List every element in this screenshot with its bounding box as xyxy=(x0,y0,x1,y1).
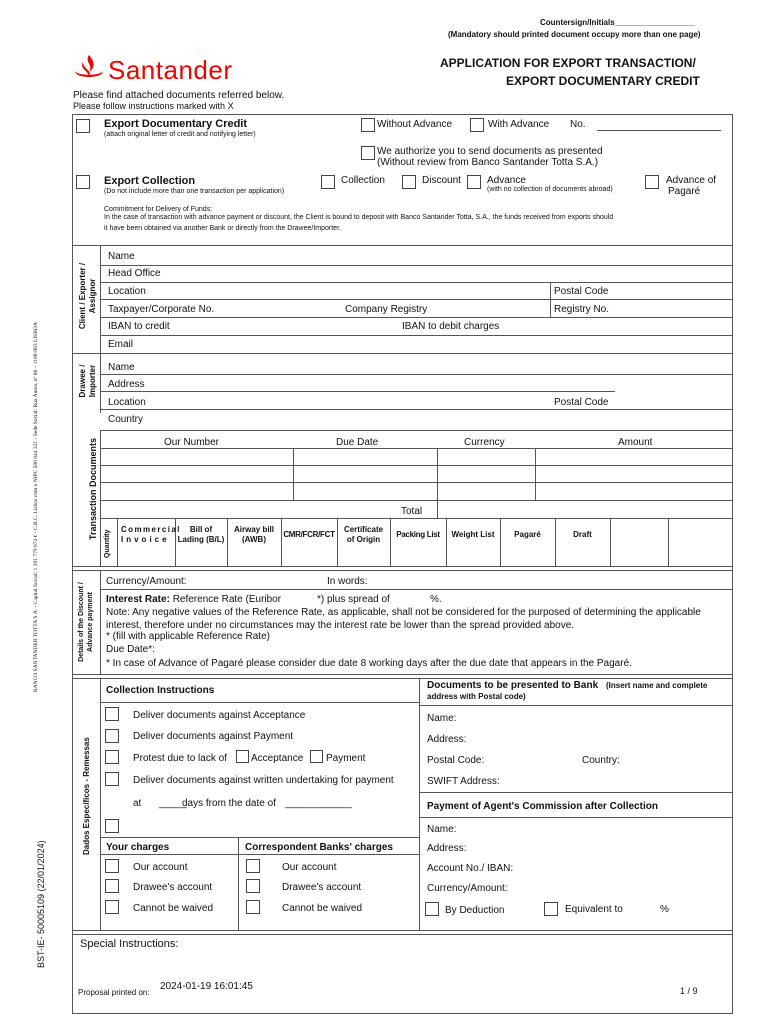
commitment-line1: In the case of transaction with advance payment or discount, the Client is bound to deposit with Banco Santander Totta, S.A., the funds received from exports should xyxy=(104,214,614,221)
doc-commercial-line2: Invoice xyxy=(121,535,170,544)
without-advance-label: Without Advance xyxy=(377,119,453,130)
docs-presented-sub2: address with Postal code) xyxy=(427,692,526,701)
equivalent-checkbox[interactable] xyxy=(544,902,558,916)
credit-no-field[interactable] xyxy=(597,130,721,131)
doc-bill-line1: Bill of xyxy=(189,525,213,534)
special-instructions-label: Special Instructions: xyxy=(80,938,179,950)
advance-pagare-checkbox[interactable] xyxy=(645,175,659,189)
client-taxpayer-label: Taxpayer/Corporate No. xyxy=(108,304,215,315)
col-due-date: Due Date xyxy=(336,437,379,448)
drawee-location-label: Location xyxy=(108,397,146,408)
discount-note-line1: Note: Any negative values of the Reference Rate, as applicable, shall not be considered for the purposed of determining the applicable xyxy=(106,607,701,618)
authorize-line2: (Without review from Banco Santander Totta S.A.) xyxy=(377,157,599,168)
corr-our-account-label: Our account xyxy=(282,862,337,873)
discount-checkbox[interactable] xyxy=(402,175,416,189)
mandatory-note: (Mandatory should printed document occupy more than one page) xyxy=(448,30,701,39)
corr-drawee-account-checkbox[interactable] xyxy=(246,879,260,893)
col-our-number: Our Number xyxy=(164,437,220,448)
export-collection-checkbox[interactable] xyxy=(76,175,90,189)
date-blank[interactable]: ____________ xyxy=(285,798,352,809)
quantity-label: Quantity xyxy=(104,529,111,558)
bank-postal-code-label: Postal Code: xyxy=(427,755,485,766)
discount-currency-field[interactable] xyxy=(100,589,733,590)
days-from-label: days from the date of xyxy=(182,798,276,809)
equivalent-label: Equivalent to xyxy=(565,904,623,915)
discount-section-label: Details of the Discount / Advance payment xyxy=(78,582,94,662)
client-registry-no-label: Registry No. xyxy=(554,304,610,315)
transaction-row[interactable] xyxy=(100,482,733,483)
at-label: at xyxy=(133,798,142,809)
title-line2: EXPORT DOCUMENTARY CREDIT xyxy=(506,74,700,88)
protest-acceptance-checkbox[interactable] xyxy=(236,750,249,763)
drawee-address-field[interactable] xyxy=(100,391,615,392)
title-line1: APPLICATION FOR EXPORT TRANSACTION/ xyxy=(440,56,696,70)
protest-checkbox[interactable] xyxy=(105,750,119,764)
drawee-name-field[interactable] xyxy=(100,374,733,375)
other-instruction-checkbox[interactable] xyxy=(105,819,119,833)
intro-line1: Please find attached documents referred below. xyxy=(73,90,285,101)
export-collection-sub: (Do not include more than one transaction per application) xyxy=(104,188,285,195)
correspondent-charges-title: Correspondent Banks' charges xyxy=(245,842,393,853)
collection-label: Collection xyxy=(341,175,385,186)
export-credit-sub: (attach original letter of credit and notifying letter) xyxy=(104,131,256,138)
santander-logo xyxy=(73,54,105,89)
discount-currency-label: Currency/Amount: xyxy=(106,576,187,587)
col-currency: Currency xyxy=(464,437,505,448)
client-email-label: Email xyxy=(108,339,134,350)
bank-swift-label: SWIFT Address: xyxy=(427,776,500,787)
deliver-acceptance-label: Deliver documents against Acceptance xyxy=(133,710,306,721)
interest-rate-text: Reference Rate (Euribor xyxy=(172,594,282,605)
docs-presented-title: Documents to be presented to Bank xyxy=(427,680,599,691)
discount-due-date-label: Due Date*: xyxy=(106,644,155,655)
page-number: 1 / 9 xyxy=(680,986,698,996)
docs-presented-sub1: (Insert name and complete xyxy=(606,681,708,690)
client-postal-code-label: Postal Code xyxy=(554,286,609,297)
flame-icon xyxy=(73,54,105,84)
protest-payment-checkbox[interactable] xyxy=(310,750,323,763)
collection-checkbox[interactable] xyxy=(321,175,335,189)
advance-pagare-line1: Advance of xyxy=(666,175,717,186)
equivalent-pct: % xyxy=(660,904,669,915)
transaction-section-label: Transaction Documents xyxy=(88,437,98,540)
doc-draft: Draft xyxy=(573,530,592,539)
brand-name: Santander xyxy=(108,55,233,85)
agent-address-label: Address: xyxy=(427,843,467,854)
client-taxpayer-field[interactable] xyxy=(100,317,733,318)
corr-our-account-checkbox[interactable] xyxy=(246,859,260,873)
deliver-undertaking-label: Deliver documents against written undertaking for payment xyxy=(133,775,394,786)
agent-name-label: Name: xyxy=(427,824,457,835)
drawee-location-field[interactable] xyxy=(100,409,733,410)
corr-cannot-waived-label: Cannot be waived xyxy=(282,903,363,914)
collection-instructions-title: Collection Instructions xyxy=(106,685,215,696)
legal-text: BANCO SANTANDER TOTTA S.A. - Capital Social: 1 391 779 674 € - C.R.C. Lisboa com o NIPC 500 844 321 - Sede Social: Rua Áurea, nº 88 – 1100-063 LISBOA xyxy=(33,322,39,692)
countersign-label: Countersign/Initials__________________ xyxy=(540,18,695,27)
credit-no-label: No. xyxy=(570,119,586,130)
without-advance-checkbox[interactable] xyxy=(361,118,375,132)
doc-airway-line1: Airway bill xyxy=(233,525,274,534)
doc-cert-line1: Certificate xyxy=(343,525,384,534)
export-collection-title: Export Collection xyxy=(104,175,196,187)
doc-cmr: CMR/FCR/FCT xyxy=(283,530,335,539)
discount-label: Discount xyxy=(422,175,461,186)
special-instructions-field[interactable] xyxy=(80,952,730,976)
bank-country-label: Country: xyxy=(582,755,620,766)
client-name-label: Name xyxy=(108,251,135,262)
days-blank[interactable]: _____ xyxy=(159,798,187,809)
client-name-field[interactable] xyxy=(100,265,733,266)
discount-note-line2: interest, therefore under no circumstances may the interest rate be lower than the spread provided above. xyxy=(106,620,575,631)
drawee-section-label: Drawee / Importer xyxy=(78,364,97,398)
doc-weight: Weight List xyxy=(451,530,495,539)
your-our-account-label: Our account xyxy=(133,862,188,873)
doc-pagare: Pagaré xyxy=(514,530,541,539)
doc-cert-line2: of Origin xyxy=(346,535,381,544)
client-location-field[interactable] xyxy=(100,299,733,300)
spread-pct: %. xyxy=(430,594,442,605)
client-company-registry-label: Company Registry xyxy=(345,304,428,315)
intro-line2: Please follow instructions marked with X xyxy=(73,101,234,111)
protest-payment-label: Payment xyxy=(326,753,366,764)
with-advance-checkbox[interactable] xyxy=(470,118,484,132)
doc-commercial-line1: Commercial xyxy=(121,525,181,534)
client-location-label: Location xyxy=(108,286,146,297)
drawee-country-label: Country xyxy=(108,414,144,425)
drawee-postal-code-label: Postal Code xyxy=(554,397,609,408)
bank-name-label: Name: xyxy=(427,713,457,724)
deliver-payment-label: Deliver documents against Payment xyxy=(133,731,294,742)
transaction-row[interactable] xyxy=(100,465,733,466)
authorize-line1: We authorize you to send documents as presented xyxy=(377,146,603,157)
export-credit-title: Export Documentary Credit xyxy=(104,118,248,130)
doc-airway-line2: (AWB) xyxy=(242,535,266,544)
form-frame xyxy=(72,114,733,1014)
bank-address-label: Address: xyxy=(427,734,467,745)
advance-checkbox[interactable] xyxy=(467,175,481,189)
protest-label: Protest due to lack of xyxy=(133,753,227,764)
your-drawee-account-checkbox[interactable] xyxy=(105,879,119,893)
discount-in-words-label: In words: xyxy=(327,576,368,587)
total-label: Total xyxy=(401,506,423,517)
discount-fill-note: * (fill with applicable Reference Rate) xyxy=(106,631,270,642)
your-charges-title: Your charges xyxy=(106,842,170,853)
commitment-line2: it have been obtained via another Bank or directly from the Drawee/Importer. xyxy=(104,225,341,232)
your-drawee-account-label: Drawee's account xyxy=(133,882,213,893)
by-deduction-checkbox[interactable] xyxy=(425,902,439,916)
discount-pagare-note: * In case of Advance of Pagaré please consider due date 8 working days after the due date that appears in the Pagaré. xyxy=(106,658,632,669)
spread-label: *) plus spread of xyxy=(317,594,390,605)
client-iban-credit-label: IBAN to credit xyxy=(108,321,170,332)
protest-acceptance-label: Acceptance xyxy=(251,753,304,764)
your-cannot-waived-label: Cannot be waived xyxy=(133,903,214,914)
drawee-name-label: Name xyxy=(108,362,135,373)
corr-cannot-waived-checkbox[interactable] xyxy=(246,900,260,914)
authorize-checkbox[interactable] xyxy=(361,146,375,160)
specific-section-label: Dados Específicos - Remessas xyxy=(82,737,91,855)
printed-on-value: 2024-01-19 16:01:45 xyxy=(160,981,253,992)
col-amount: Amount xyxy=(618,437,653,448)
advance-pagare-line2: Pagaré xyxy=(668,186,701,197)
client-head-office-label: Head Office xyxy=(108,268,161,279)
agent-currency-label: Currency/Amount: xyxy=(427,883,508,894)
client-iban-field[interactable] xyxy=(100,335,733,336)
corr-drawee-account-label: Drawee's account xyxy=(282,882,362,893)
interest-rate-label: Interest Rate: xyxy=(106,594,170,605)
doc-bill-line2: Lading (B/L) xyxy=(177,535,225,544)
client-section-label: Client / Exporter / Assignor xyxy=(78,262,97,330)
advance-label: Advance xyxy=(487,175,526,186)
drawee-address-label: Address xyxy=(108,379,145,390)
export-credit-checkbox[interactable] xyxy=(76,119,90,133)
advance-sub: (with no collection of documents abroad) xyxy=(487,186,613,193)
doc-packing: Packing List xyxy=(396,530,440,539)
your-cannot-waived-checkbox[interactable] xyxy=(105,900,119,914)
deliver-acceptance-checkbox[interactable] xyxy=(105,707,119,721)
your-our-account-checkbox[interactable] xyxy=(105,859,119,873)
form-code: BST-IE- 50005109 (22/01/2024) xyxy=(36,840,46,968)
agent-account-label: Account No./ IBAN: xyxy=(427,863,514,874)
by-deduction-label: By Deduction xyxy=(445,905,505,916)
transaction-row[interactable] xyxy=(100,500,733,501)
client-iban-debit-label: IBAN to debit charges xyxy=(402,321,500,332)
deliver-undertaking-checkbox[interactable] xyxy=(105,772,119,786)
commitment-title: Commitment for Delivery of Funds: xyxy=(104,206,213,213)
deliver-payment-checkbox[interactable] xyxy=(105,729,119,743)
with-advance-label: With Advance xyxy=(488,119,550,130)
client-head-office-field[interactable] xyxy=(100,282,733,283)
printed-on-label: Proposal printed on: xyxy=(78,988,150,997)
agent-commission-title: Payment of Agent's Commission after Collection xyxy=(427,801,658,812)
